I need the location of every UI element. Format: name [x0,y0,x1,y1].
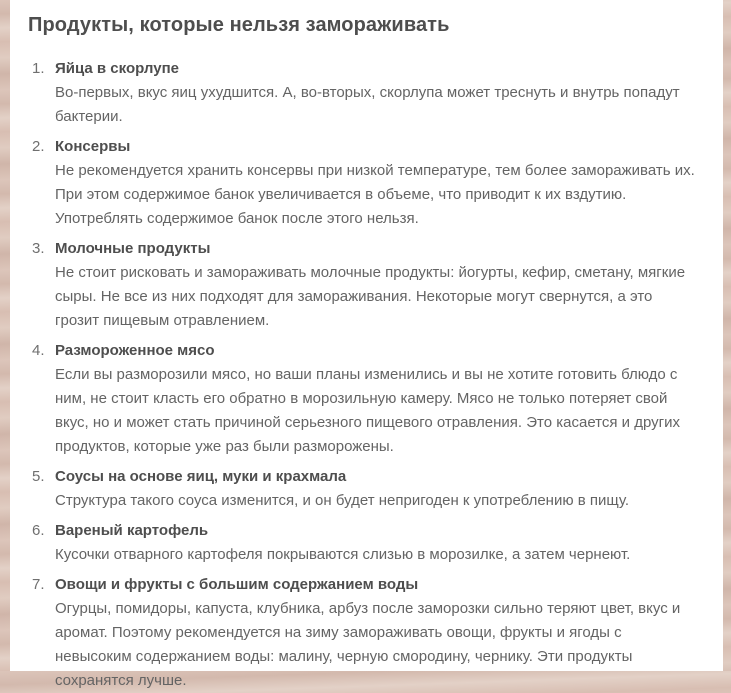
list-item [32,135,699,231]
item-heading: Консервы [55,138,131,155]
item-text: Не стоит рисковать и замораживать молочные продукты: йогурты, кефир, сметану, мягкие сыры. Не все из них подходят для замораживания. Некоторые могут свернутся, а это грозит пищевым отравлением. [55,264,686,329]
page-title: Продукты, которые нельзя замораживать [28,14,450,36]
list-item [32,339,699,459]
item-content [55,465,699,513]
item-heading: Молочные продукты [55,240,211,257]
item-number: 5. [32,468,45,485]
list-item [32,573,699,693]
item-content [55,573,699,693]
item-heading: Вареный картофель [55,522,209,539]
item-heading: Размороженное мясо [55,342,215,359]
item-content [55,57,699,129]
item-number: 2. [32,138,45,155]
item-content [55,339,699,459]
item-number: 1. [32,60,45,77]
frozen-products-list [28,57,699,693]
list-item [32,57,699,129]
item-heading: Яйца в скорлупе [55,60,179,77]
item-text: Не рекомендуется хранить консервы при низкой температуре, тем более замораживать их. При этом содержимое банок увеличивается в объеме, что приводит к их вздутию. Употреблять содержимое банок после этого нельзя. [55,162,695,227]
item-text: Структура такого соуса изменится, и он будет непригоден к употреблению в пищу. [55,492,630,509]
item-text: Во-первых, вкус яиц ухудшится. А, во-вторых, скорлупа может треснуть и внутрь попадут бактерии. [55,84,680,125]
list-item [32,465,699,513]
item-content [55,237,699,333]
item-number: 4. [32,342,45,359]
item-number: 7. [32,576,45,593]
item-content [55,135,699,231]
item-text: Огурцы, помидоры, капуста, клубника, арбуз после заморозки сильно теряют цвет, вкус и аромат. Поэтому рекомендуется на зиму замораживать овощи, фрукты и ягоды с невысоким содержанием воды: малину, черную смородину, чернику. Эти продукты сохранятся лучше. [55,600,681,689]
item-content [55,519,699,567]
item-number: 6. [32,522,45,539]
item-text: Если вы разморозили мясо, но ваши планы изменились и вы не хотите готовить блюдо с ним, не стоит класть его обратно в морозильную камеру. Мясо не только потеряет свой вкус, но и может стать причиной серьезного пищевого отравления. Это касается и других продуктов, которые уже раз были разморожены. [55,366,680,455]
article-card [10,0,723,689]
list-item [32,519,699,567]
item-heading: Соусы на основе яиц, муки и крахмала [55,468,347,485]
item-number: 3. [32,240,45,257]
item-text: Кусочки отварного картофеля покрываются слизью в морозилке, а затем чернеют. [55,546,631,563]
list-item [32,237,699,333]
item-heading: Овощи и фрукты с большим содержанием воды [55,576,419,593]
